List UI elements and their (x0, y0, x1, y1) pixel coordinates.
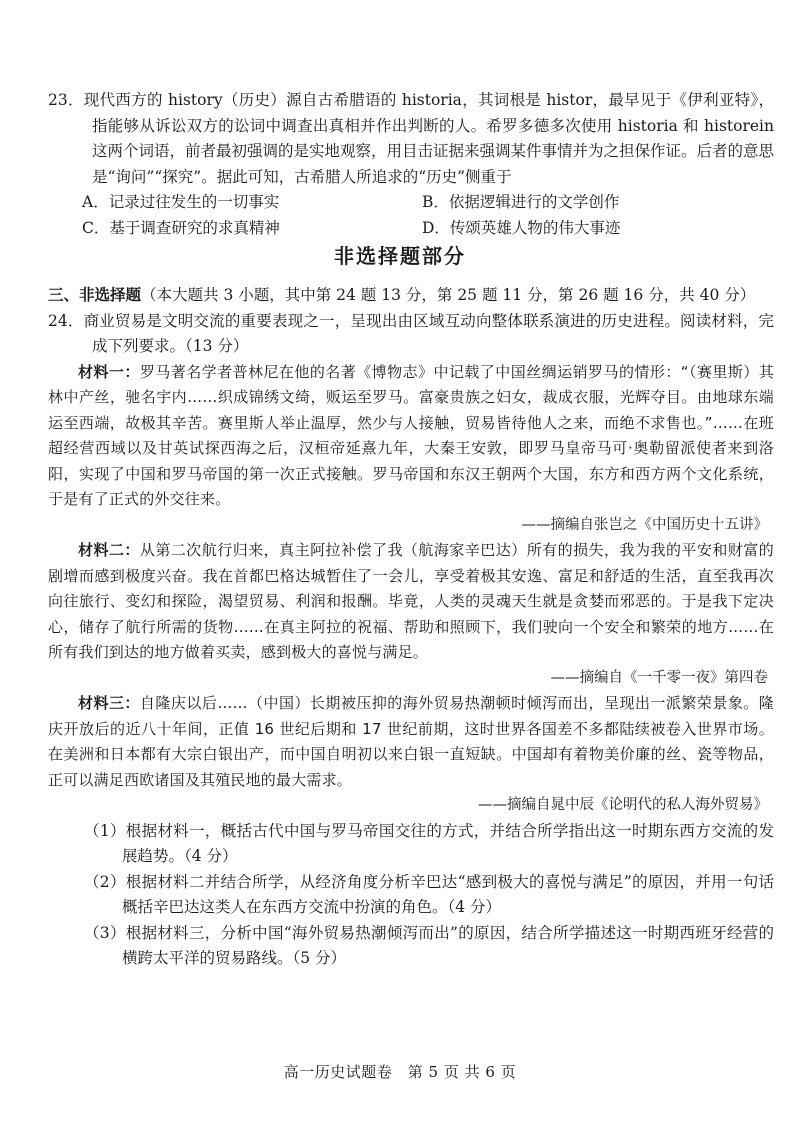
material-one (48, 360, 774, 513)
page-footer: 高一历史试题卷 第 5 页 共 6 页 (283, 1063, 517, 1081)
section-title: 非选择题部分 (334, 244, 466, 268)
material-one-text: 罗马著名学者普林尼在他的名著《博物志》中记载了中国丝绸运销罗马的情形：“（赛里斯）其林中产丝，驰名宇内……织成锦绣文绮，贩运至罗马。富豪贵族之妇女，裁成衣服，光辉夺目。由地球东端运至西端，故极其辛苦。赛里斯人举止温厚，然少与人接触，贸易皆待他人之来，而绝不求售也。”……在班超经营西域以及甘英试探西海之后，汉桓帝延熹九年，大秦王安敦，即罗马皇帝马可·奥勒留派使者来到洛阳，实现了中国和罗马帝国的第一次正式接触。罗马帝国和东汉王朝两个大国，东方和西方两个文化系统，于是有了正式的外交往来。 (48, 362, 774, 508)
subquestion-3: （3）根据材料三，分析中国“海外贸易热潮倾泻而出”的原因，结合所学描述这一时期西班牙经营的横跨太平洋的贸易路线。（5 分） (84, 923, 774, 967)
question-23-options (82, 190, 774, 241)
part-three-description: （本大题共 3 小题，其中第 24 题 13 分，第 25 题 11 分，第 26 题 16 分，共 40 分） (141, 286, 756, 304)
subquestion-2: （2）根据材料二并结合所学，从经济角度分析辛巴达“感到极大的喜悦与满足”的原因，并用一句话概括辛巴达这类人在东西方交流中扮演的角色。（4 分） (84, 872, 774, 916)
option-c: C．基于调查研究的求真精神 (82, 218, 280, 237)
part-three (48, 282, 774, 972)
material-three-source: ——摘编自晁中辰《论明代的私人海外贸易》 (478, 797, 768, 813)
question-23 (48, 88, 774, 241)
option-b: B．依据逻辑进行的文学创作 (422, 193, 620, 211)
material-two-label: 材料二： (78, 541, 140, 559)
option-a: A．记录过往发生的一切事实 (82, 193, 280, 211)
material-two-source: ——摘编自《一千零一夜》第四卷 (550, 669, 768, 686)
question-24-stem: 24．商业贸易是文明交流的重要表现之一，呈现出由区域互动向整体联系演进的历史进程。阅读材料，完成下列要求。（13 分） (48, 311, 774, 355)
material-three-text: 自隆庆以后……（中国）长期被压抑的海外贸易热潮顿时倾泻而出，呈现出一派繁荣景象。隆庆开放后的近八十年间，正值 16 世纪后期和 17 世纪前期，这时世界各国差不多都陆续被卷入世界市场。在美洲和日本都有大宗白银出产，而中国自明初以来白银一直短缺。中国却有着物美价廉的丝、瓷等物品，正可以满足西欧诸国及其殖民地的最大需求。 (48, 694, 774, 789)
material-three-label: 材料三： (78, 694, 140, 712)
material-two (48, 538, 774, 666)
material-one-source: ——摘编自张岂之《中国历史十五讲》 (521, 516, 768, 533)
material-three (48, 691, 774, 793)
option-d: D．传颂英雄人物的伟大事迹 (422, 218, 621, 237)
part-three-label: 三、非选择题 (48, 285, 142, 304)
part-three-heading (48, 282, 774, 309)
material-two-text: 从第二次航行归来，真主阿拉补偿了我（航海家辛巴达）所有的损失，我为我的平安和财富的剧增而感到极度兴奋。我在首都巴格达城暂住了一会儿，享受着极其安逸、富足和舒适的生活，直至我再次向往旅行、变幻和探险，渴望贸易、利润和报酬。毕竟，人类的灵魂天生就是贪婪而邪恶的。于是我下定决心，储存了航行所需的货物……在真主阿拉的祝福、帮助和照顾下，我们驶向一个安全和繁荣的地方……在所有我们到达的地方做着买卖，感到极大的喜悦与满足。 (48, 541, 774, 661)
question-23-stem: 23．现代西方的 history（历史）源自古希腊语的 historia，其词根是 histor，最早见于《伊利亚特》，指能够从诉讼双方的讼词中调查出真相并作出判断的人。希罗多德多次使用 historia 和 historein 这两个词语，前者最初强调的是实地观察，用目击证据来强调某件事情并为之担保作证。后者的意思是“询问”“探究”。据此可知，古希腊人所追求的“历史”侧重于 (48, 91, 775, 186)
material-one-label: 材料一： (78, 362, 140, 381)
subquestion-1: （1）根据材料一，概括古代中国与罗马帝国交往的方式，并结合所学指出这一时期东西方交流的发展趋势。（4 分） (84, 821, 774, 865)
